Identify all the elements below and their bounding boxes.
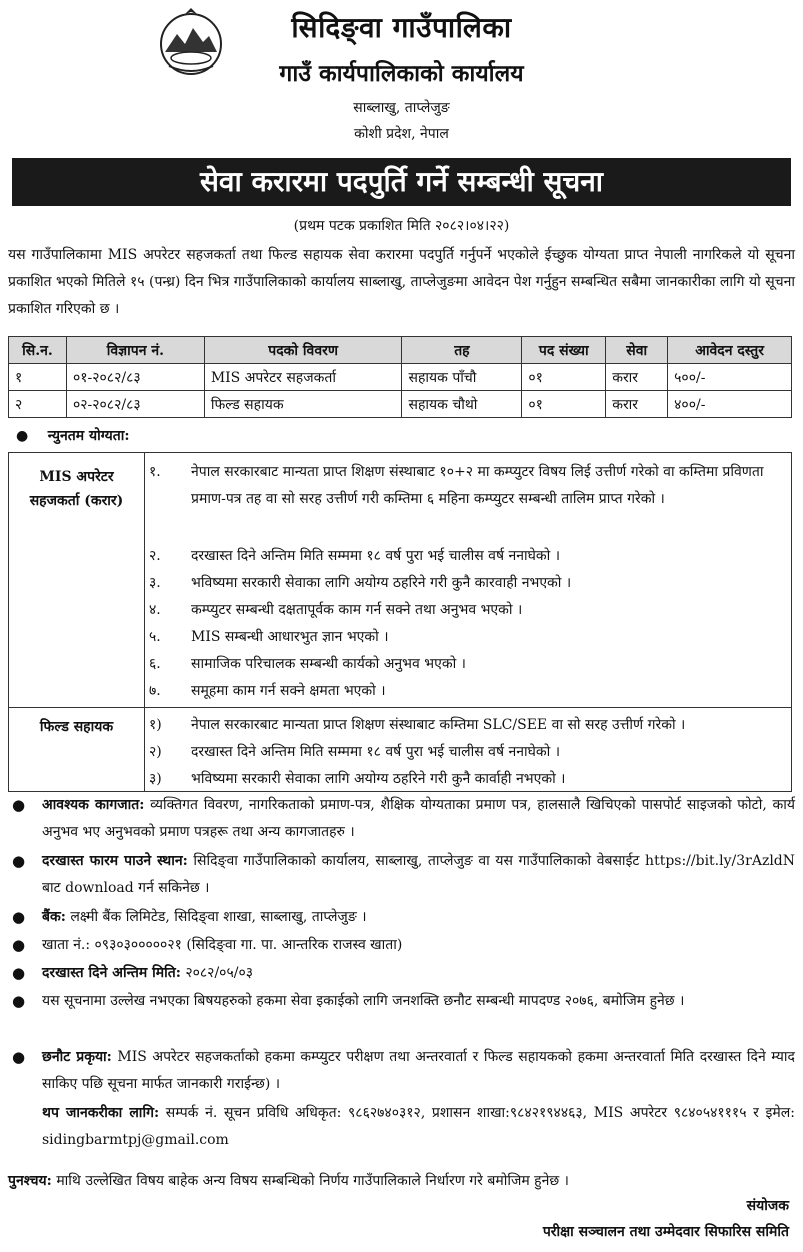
item-text: भविष्यमा सरकारी सेवाका लागि अयोग्य ठहरिने गरी कुनै कारवाही नभएको । <box>191 575 572 591</box>
list-item <box>149 570 785 597</box>
contact-label: थप जानकरीका लागि: <box>42 1105 160 1121</box>
table-cell: १ <box>9 364 67 391</box>
item-text: कम्प्युटर सम्बन्धी दक्षतापूर्वक काम गर्न सक्ने तथा अनुभव भएको । <box>191 602 523 618</box>
col-fee: आवेदन दस्तुर <box>668 337 792 364</box>
table-cell: ०१-२०८२/८३ <box>66 364 204 391</box>
bullet-icon: ● <box>12 992 26 1010</box>
notice-title: सेवा करारमा पदपुर्ति गर्ने सम्बन्धी सूचना <box>12 158 791 206</box>
form-label: दरखास्त फारम पाउने स्थान: <box>42 853 188 869</box>
org-name: सिदिङ्वा गाउँपालिका <box>291 11 512 44</box>
mis-label-line1: MIS अपरेटर <box>39 469 114 485</box>
col-count: पद संख्या <box>522 337 606 364</box>
bank-label: बैंक: <box>42 909 66 925</box>
item-number: २. <box>149 548 161 564</box>
bullet-icon: ● <box>12 796 26 814</box>
item-number: ७. <box>149 683 161 699</box>
table-cell: २ <box>9 391 67 418</box>
bullet-icon: ● <box>12 964 26 982</box>
bullet-icon: ● <box>12 1048 26 1066</box>
deadline-text: २०८२/०५/०३ <box>185 965 254 981</box>
item-text: MIS सम्बन्धी आधारभुत ज्ञान भएको । <box>191 629 389 645</box>
docs-label: आवश्यक कागजात: <box>42 797 145 813</box>
form-text: सिदिङ्वा गाउँपालिकाको कार्यालय, साब्लाखु, ताप्लेजुङ वा यस गाउँपालिकाको वेबसाईट https://bit.ly/3rAzldN बाट download गर्न सकिनेछ । <box>42 853 796 896</box>
table-row <box>9 364 792 391</box>
bullet-icon: ● <box>12 908 26 926</box>
item-number: ३. <box>149 575 161 591</box>
item-text: नेपाल सरकारबाट मान्यता प्राप्त शिक्षण संस्थाबाट १०+२ मा कम्प्युटर विषय लिई उत्तीर्ण गरेको वा कम्तिमा प्रविणता प्रमाण-पत्र तह वा सो सरह उत्तीर्ण गरी कम्तिमा ६ महिना कम्प्युटर सम्बन्धी तालिम प्राप्त गरेको । <box>191 464 764 507</box>
first-published-date: (प्रथम पटक प्रकाशित मिति २०८२।०४।२२) <box>293 218 510 234</box>
selection-label: छनौट प्रकृया: <box>42 1049 112 1065</box>
item-text: दरखास्त दिने अन्तिम मिति सम्ममा १८ वर्ष पुरा भई चालीस वर्ष ननाघेको । <box>191 744 561 760</box>
table-cell: करार <box>606 391 668 418</box>
table-cell: फिल्ड सहायक <box>204 391 402 418</box>
min-qualification-label: न्युनतम योग्यता: <box>47 428 130 444</box>
list-item <box>149 459 785 543</box>
office-name: गाउँ कार्यपालिकाको कार्यालय <box>279 60 524 87</box>
col-level: तह <box>402 337 522 364</box>
qualification-box <box>8 452 792 792</box>
signature-title: संयोजक <box>746 1198 789 1214</box>
table-row <box>9 391 792 418</box>
item-number: १) <box>149 717 162 733</box>
table-cell: ०१ <box>522 391 606 418</box>
list-item <box>149 624 785 651</box>
list-item <box>149 678 785 705</box>
deadline-label: दरखास्त दिने अन्तिम मिति: <box>42 965 181 981</box>
item-text: सामाजिक परिचालक सम्बन्धी कार्यको अनुभव भएको । <box>191 656 466 672</box>
list-item <box>149 739 785 766</box>
item-number: ३) <box>149 771 162 787</box>
postscript <box>8 1168 795 1195</box>
mis-post-label <box>9 465 144 513</box>
item-number: २) <box>149 744 162 760</box>
table-cell: ५००/- <box>668 364 792 391</box>
field-post-label: फिल्ड सहायक <box>39 719 114 735</box>
list-item <box>149 597 785 624</box>
docs-text: व्यक्तिगत विवरण, नागरिकताको प्रमाण-पत्र, शैक्षिक योग्यताका प्रमाण पत्र, हालसालै खिचिएको पासपोर्ट साइजको फोटो, कार्य अनुभव भए अनुभवको प्रमाण पत्रहरू तथा अन्य कागजातहरु । <box>42 797 795 840</box>
postscript-label: पुनश्चय: <box>8 1173 52 1189</box>
item-number: ५. <box>149 629 161 645</box>
list-item <box>149 543 785 570</box>
bullet-icon: ● <box>12 852 26 870</box>
intro-paragraph: यस गाउँपालिकामा MIS अपरेटर सहजकर्ता तथा फिल्ड सहायक सेवा करारमा पदपुर्ति गर्नुपर्ने भएकोले ईच्छुक योग्यता प्राप्त नेपाली नागरिकले यो सूचना प्रकाशित भएको मितिले १५ (पन्ध्र) दिन भित्र गाउँपालिकाको कार्यालय साब्लाखु, ताप्लेजुङमा आवेदन पेश गर्नुहुन सम्बन्धित सबैमा जानकारीका लागि यो सूचना प्रकाशित गरिएको छ । <box>8 247 795 317</box>
item-text: नेपाल सरकारबाट मान्यता प्राप्त शिक्षण संस्थाबाट कम्तिमा SLC/SEE वा सो सरह उत्तीर्ण गरेको । <box>191 717 686 733</box>
address-line1: साब्लाखु, ताप्लेजुङ <box>353 100 450 116</box>
item-number: ६. <box>149 656 161 672</box>
min-qualification-heading: ● न्युनतम योग्यता: <box>16 428 130 444</box>
item-number: १. <box>149 464 161 480</box>
table-cell: सहायक चौथो <box>402 391 522 418</box>
table-cell: ४००/- <box>668 391 792 418</box>
account-text: खाता नं.: ०९३०३०००००२१ (सिदिङ्वा गा. पा. आन्तरिक राजस्व खाता) <box>42 937 403 953</box>
selection-text: MIS अपरेटर सहजकर्ताको हकमा कम्प्युटर परीक्षण तथा अन्तरवार्ता र फिल्ड सहायकको हकमा अन्तरवार्ता मिति दरखास्त दिने म्याद साकिए पछि सूचना मार्फत जानकारी गराईन्छ) । <box>42 1049 795 1092</box>
table-cell: MIS अपरेटर सहजकर्ता <box>204 364 402 391</box>
contact-text: सम्पर्क नं. सूचन प्रविधि अधिकृत: ९८६२७४०३१२, प्रशासन शाखा:९८४२१९४४६३, MIS अपरेटर ९८४०५४१११५ र इमेल: sidingbarmtpj@gmail.com <box>42 1105 795 1148</box>
postscript-text: माथि उल्लेखित विषय बाहेक अन्य विषय सम्बन्धिको निर्णय गाउँपालिकाले निर्धारण गरे बमोजिम हुनेछ । <box>56 1173 569 1189</box>
table-cell: सहायक पाँचौ <box>402 364 522 391</box>
list-item <box>149 766 785 792</box>
table-cell: ०२-२०८२/८३ <box>66 391 204 418</box>
col-ad-no: विज्ञापन नं. <box>66 337 204 364</box>
col-post: पदको विवरण <box>204 337 402 364</box>
bank-text: लक्ष्मी बैंक लिमिटेड, सिदिङ्वा शाखा, साब्लाखु, ताप्लेजुङ । <box>70 909 367 925</box>
table-cell: ०१ <box>522 364 606 391</box>
table-header-row <box>9 337 792 364</box>
bullet-icon: ● <box>12 936 26 954</box>
item-text: भविष्यमा सरकारी सेवाका लागि अयोग्य ठहरिने गरी कुनै कार्वाही नभएको । <box>191 771 566 787</box>
address-line2: कोशी प्रदेश, नेपाल <box>354 126 449 142</box>
table-cell: करार <box>606 364 668 391</box>
rules-text: यस सूचनामा उल्लेख नभएका बिषयहरुको हकमा सेवा इकाईको लागि जनशक्ति छनौट सम्बन्धी मापदण्ड २०७६, बमोजिम हुनेछ । <box>42 993 685 1009</box>
item-number: ४. <box>149 602 161 618</box>
col-service: सेवा <box>606 337 668 364</box>
vacancy-table <box>8 336 792 418</box>
item-text: समूहमा काम गर्न सक्ने क्षमता भएको । <box>191 683 386 699</box>
list-item <box>149 712 785 739</box>
item-text: दरखास्त दिने अन्तिम मिति सम्ममा १८ वर्ष पुरा भई चालीस वर्ष ननाघेको । <box>191 548 561 564</box>
row-divider <box>9 707 791 708</box>
mis-label-line2: सहजकर्ता (करार) <box>29 493 124 509</box>
col-sn: सि.न. <box>9 337 67 364</box>
column-divider <box>144 453 145 791</box>
letterhead <box>0 0 803 150</box>
list-item <box>149 651 785 678</box>
signature-committee: परीक्षा सञ्चालन तथा उम्मेदवार सिफारिस समिति <box>542 1224 789 1240</box>
